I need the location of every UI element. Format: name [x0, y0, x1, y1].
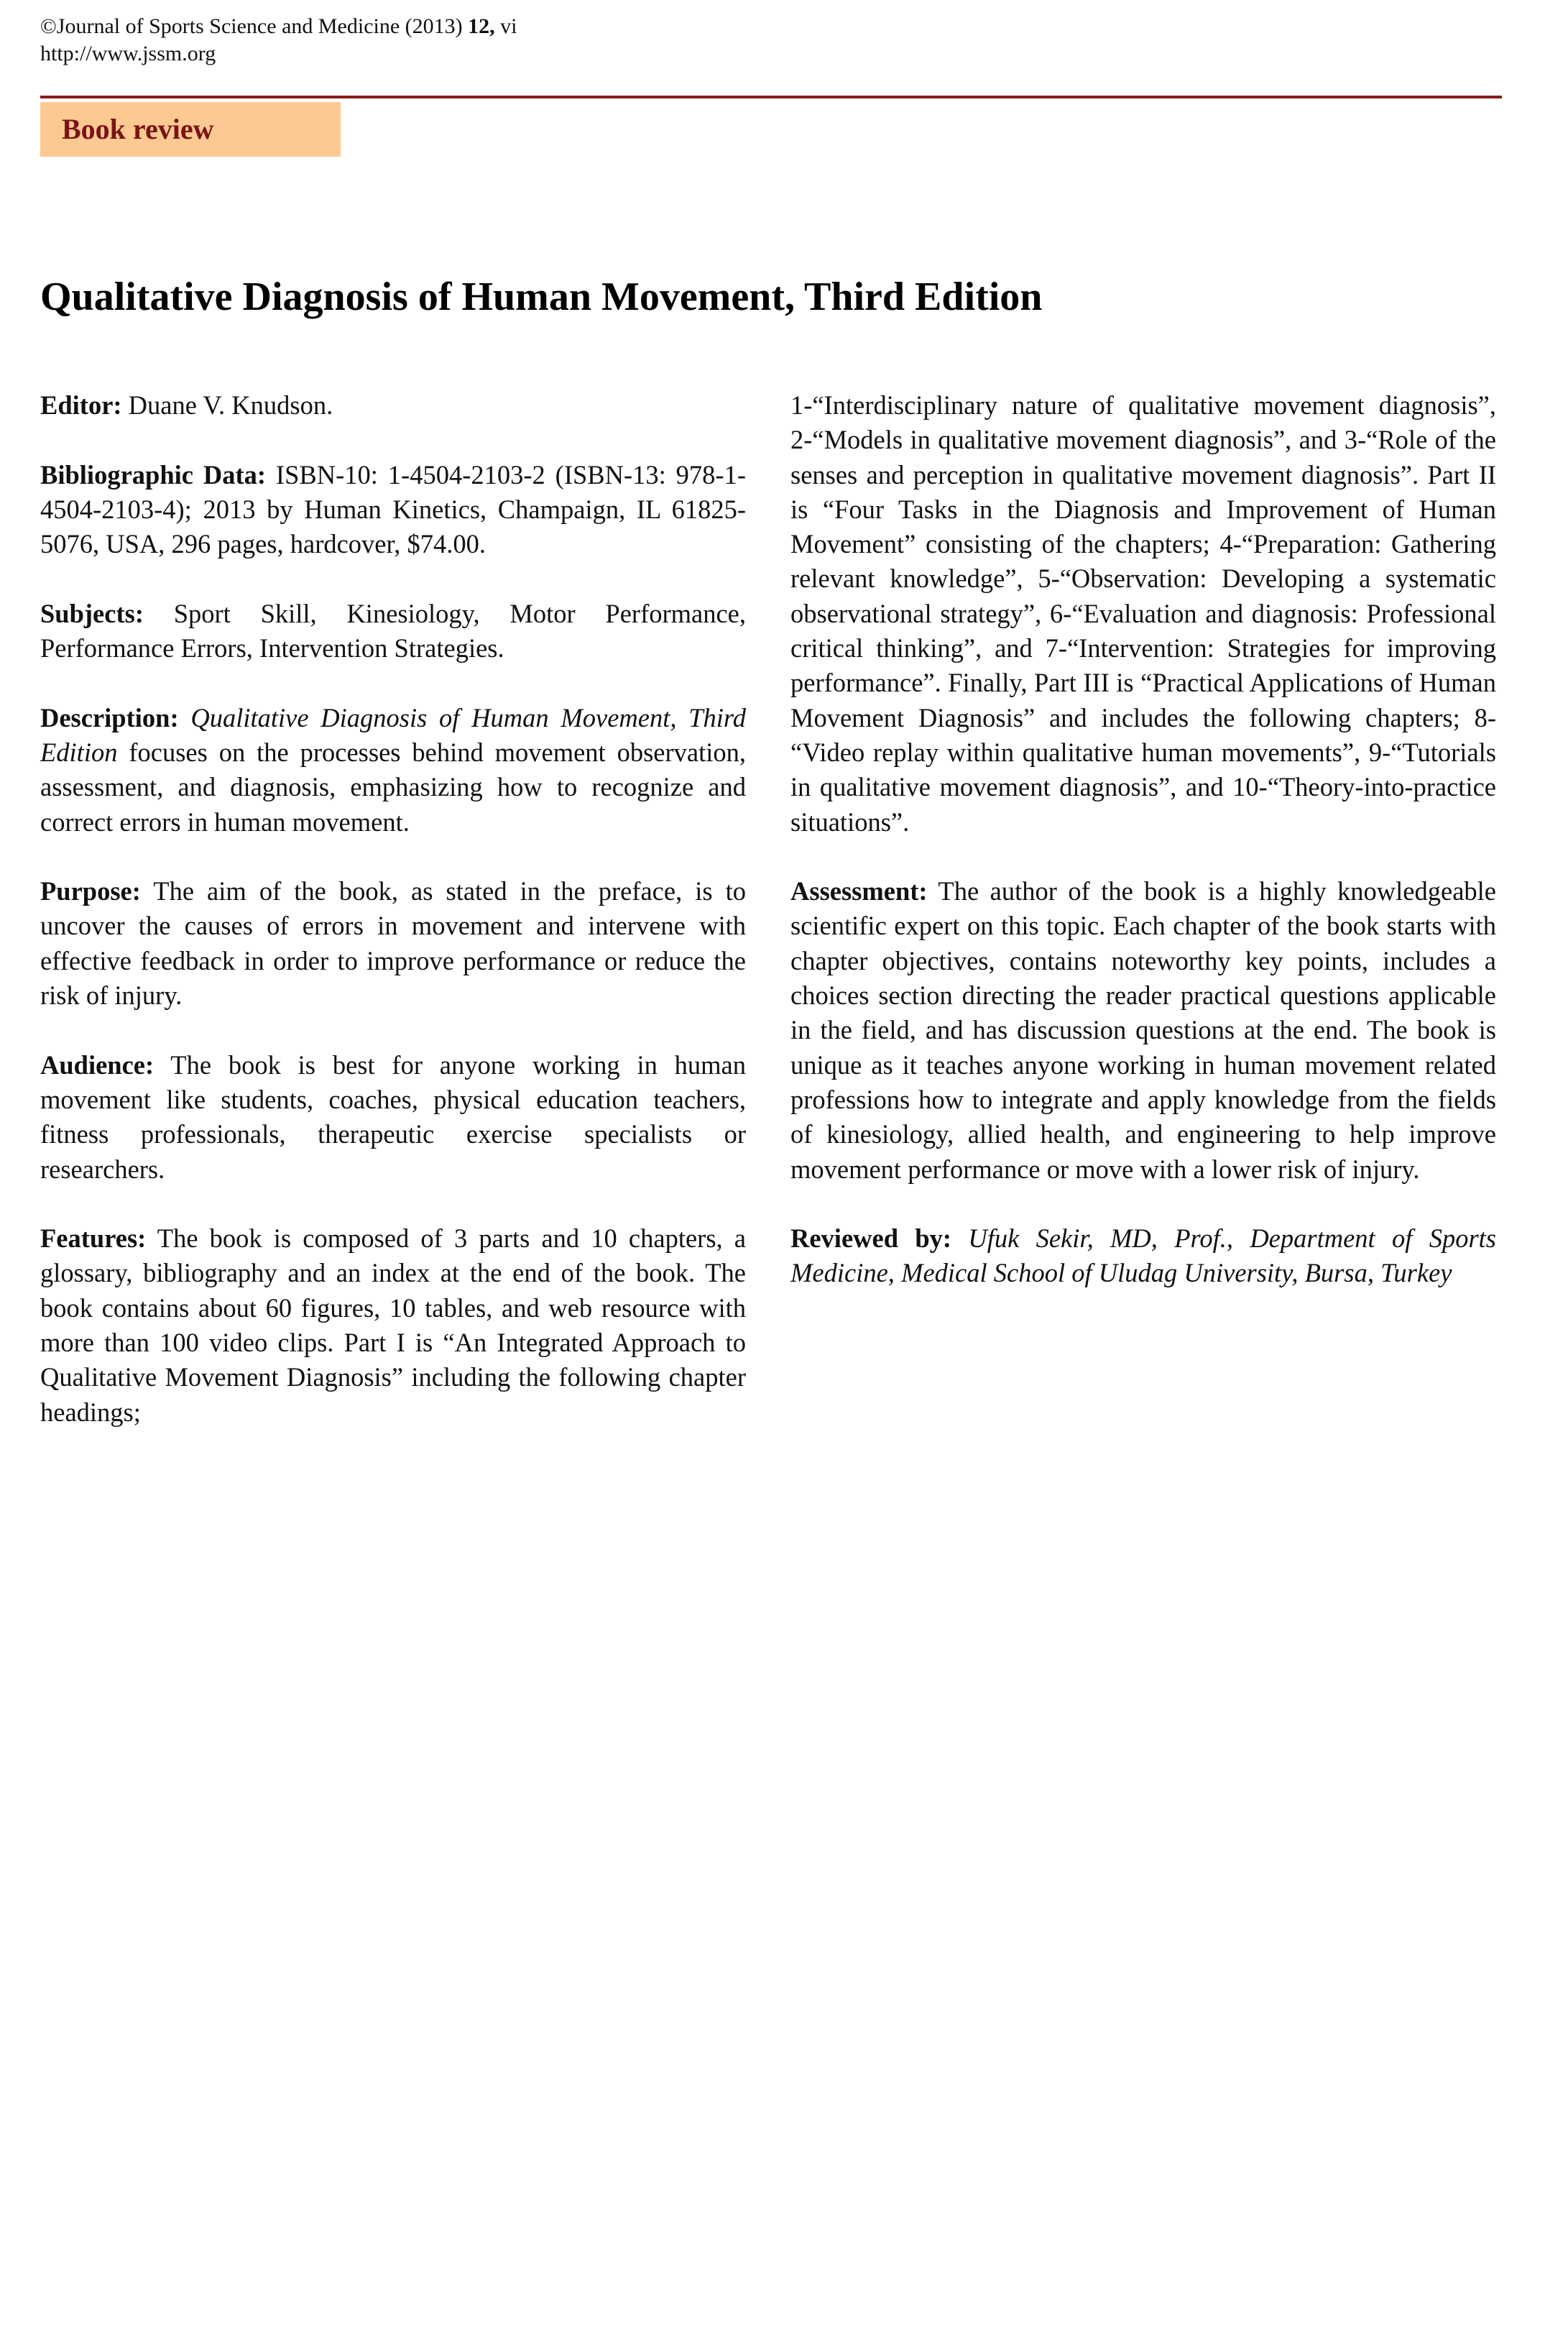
- assessment-label: Assessment:: [790, 876, 928, 906]
- reviewed-by-paragraph: [790, 1221, 1496, 1291]
- purpose-text: The aim of the book, as stated in the preface, is to uncover the causes of errors in movement and intervene with effective feedback in order to improve performance or reduce the risk of injury.: [40, 876, 746, 1011]
- journal-citation: [40, 13, 517, 40]
- right-column: [790, 388, 1496, 1326]
- article-title: Qualitative Diagnosis of Human Movement, Third Edition: [40, 275, 1043, 319]
- features-continuation-text: 1-“Interdisciplinary nature of qualitative movement diagnosis”, 2-“Models in qualitative movement diagnosis”, and 3-“Role of the senses and perception in qualitative movement diagnosis”. Part II is “Four Tasks in the Diagnosis and Improvement of Human Movement” consisting of the chapters; 4-“Preparation: Gathering relevant knowledge”, 5-“Observation: Developing a systematic observational strategy”, 6-“Evaluation and diagnosis: Professional critical thinking”, and 7-“Intervention: Strategies for improving performance”. Finally, Part III is “Practical Applications of Human Movement Diagnosis” and includes the following chapters; 8- “Video replay within qualitative human movements”, 9-“Tutorials in qualitative movement diagnosis”, and 10-“Theory-into-practice situations”.: [790, 390, 1496, 837]
- editor-text: Duane V. Knudson.: [121, 390, 333, 420]
- purpose-paragraph: [40, 874, 746, 1013]
- subjects-paragraph: [40, 597, 746, 666]
- subjects-text: Sport Skill, Kinesiology, Motor Performance, Performance Errors, Intervention Strategies.: [40, 598, 746, 663]
- bibliographic-paragraph: [40, 458, 746, 562]
- audience-paragraph: [40, 1048, 746, 1187]
- features-continuation-paragraph: [790, 388, 1496, 840]
- audience-label: Audience:: [40, 1049, 155, 1080]
- editor-label: Editor:: [40, 390, 122, 420]
- journal-header: [40, 13, 517, 68]
- subjects-label: Subjects:: [40, 598, 144, 628]
- features-text: The book is composed of 3 parts and 10 chapters, a glossary, bibliography and an index at the end of the book. The book contains about 60 figures, 10 tables, and web resource with more than 100 video clips. Part I is “An Integrated Approach to Qualitative Movement Diagnosis” including the following chapter headings;: [40, 1223, 746, 1427]
- left-column: [40, 388, 746, 1464]
- description-paragraph: [40, 701, 746, 840]
- bibliographic-text: ISBN-10: 1-4504-2103-2 (ISBN-13: 978-1-4504-2103-4); 2013 by Human Kinetics, Champaign, IL 61825-5076, USA, 296 pages, hardcover, $74.00.: [40, 459, 746, 559]
- journal-url: http://www.jssm.org: [40, 42, 216, 65]
- reviewed-by-label: Reviewed by:: [790, 1223, 952, 1254]
- assessment-paragraph: [790, 874, 1496, 1187]
- journal-volume: 12,: [468, 14, 495, 38]
- header-divider: [40, 96, 1502, 98]
- assessment-text: The author of the book is a highly knowledgeable scientific expert on this topic. Each chapter of the book starts with chapter objectives, contains noteworthy key points, includes a choices section directing the reader practical questions applicable in the field, and has discussion questions at the end. The book is unique as it teaches anyone working in human movement related professions how to integrate and apply knowledge from the fields of kinesiology, allied health, and engineering to help improve movement performance or move with a lower risk of injury.: [790, 876, 1496, 1184]
- description-book-title: Qualitative Diagnosis of Human Movement, Third Edition: [40, 702, 746, 767]
- purpose-label: Purpose:: [40, 876, 141, 906]
- audience-text: The book is best for anyone working in human movement like students, coaches, physical education teachers, fitness professionals, therapeutic exercise specialists or researchers.: [40, 1049, 746, 1184]
- journal-page: vi: [494, 14, 517, 38]
- journal-citation-prefix: ©Journal of Sports Science and Medicine (2013): [40, 14, 469, 38]
- description-label: Description:: [40, 702, 179, 732]
- features-paragraph: [40, 1221, 746, 1430]
- reviewer-details: Ufuk Sekir, MD, Prof., Department of Sports Medicine, Medical School of Uludag University, Bursa, Turkey: [790, 1223, 1496, 1288]
- bibliographic-label: Bibliographic Data:: [40, 459, 267, 490]
- description-text: focuses on the processes behind movement observation, assessment, and diagnosis, emphasizing how to recognize and correct errors in human movement.: [40, 737, 746, 837]
- section-tag: Book review: [40, 102, 341, 157]
- editor-paragraph: [40, 388, 746, 423]
- features-label: Features:: [40, 1223, 147, 1254]
